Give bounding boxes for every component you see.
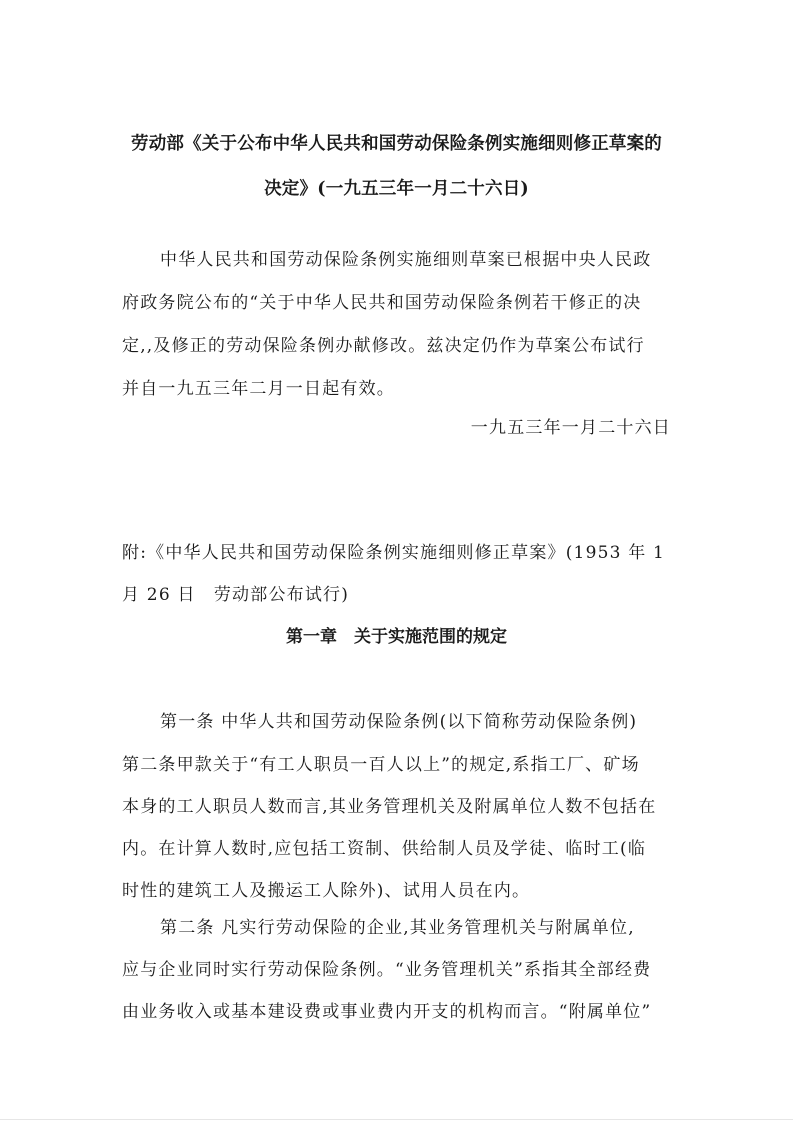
article-line: 时性的建筑工人及搬运工人除外)、试用人员在内。 bbox=[122, 881, 531, 901]
paragraph-line: 定,,及修正的劳动保险条例办献修改。兹决定仍作为草案公布试行 bbox=[122, 336, 645, 356]
chapter-title: 第一章 关于实施范围的规定 bbox=[286, 627, 507, 647]
page-bottom-edge bbox=[0, 1119, 793, 1120]
appendix-line: 附:《中华人民共和国劳动保险条例实施细则修正草案》(1953 年 1 bbox=[122, 543, 666, 563]
paragraph-line: 中华人民共和国劳动保险条例实施细则草案已根据中央人民政 bbox=[160, 250, 652, 270]
document-title-line-1: 劳动部《关于公布中华人民共和国劳动保险条例实施细则修正草案的 bbox=[131, 134, 662, 154]
article-line: 第一条 中华人共和国劳动保险条例(以下简称劳动保险条例) bbox=[160, 712, 638, 732]
article-line: 本身的工人职员人数而言,其业务管理机关及附属单位人数不包括在 bbox=[122, 797, 657, 817]
appendix-line: 月 26 日 劳动部公布试行) bbox=[122, 585, 350, 605]
article-line: 第二条 凡实行劳动保险的企业,其业务管理机关与附属单位, bbox=[160, 918, 635, 938]
article-line: 应与企业同时实行劳动保险条例。“业务管理机关”系指其全部经费 bbox=[122, 960, 652, 980]
article-line: 第二条甲款关于“有工人职员一百人以上”的规定,系指工厂、矿场 bbox=[122, 755, 640, 775]
document-title-line-2: 决定》(一九五三年一月二十六日) bbox=[264, 179, 529, 199]
article-line: 内。在计算人数时,应包括工资制、供给制人员及学徒、临时工(临 bbox=[122, 839, 647, 859]
article-line: 由业务收入或基本建设费或事业费内开支的机构而言。“附属单位” bbox=[122, 1002, 652, 1022]
date-signature: 一九五三年一月二十六日 bbox=[470, 418, 671, 438]
paragraph-line: 并自一九五三年二月一日起有效。 bbox=[122, 379, 395, 399]
paragraph-line: 府政务院公布的“关于中华人民共和国劳动保险条例若干修正的决 bbox=[122, 293, 642, 313]
